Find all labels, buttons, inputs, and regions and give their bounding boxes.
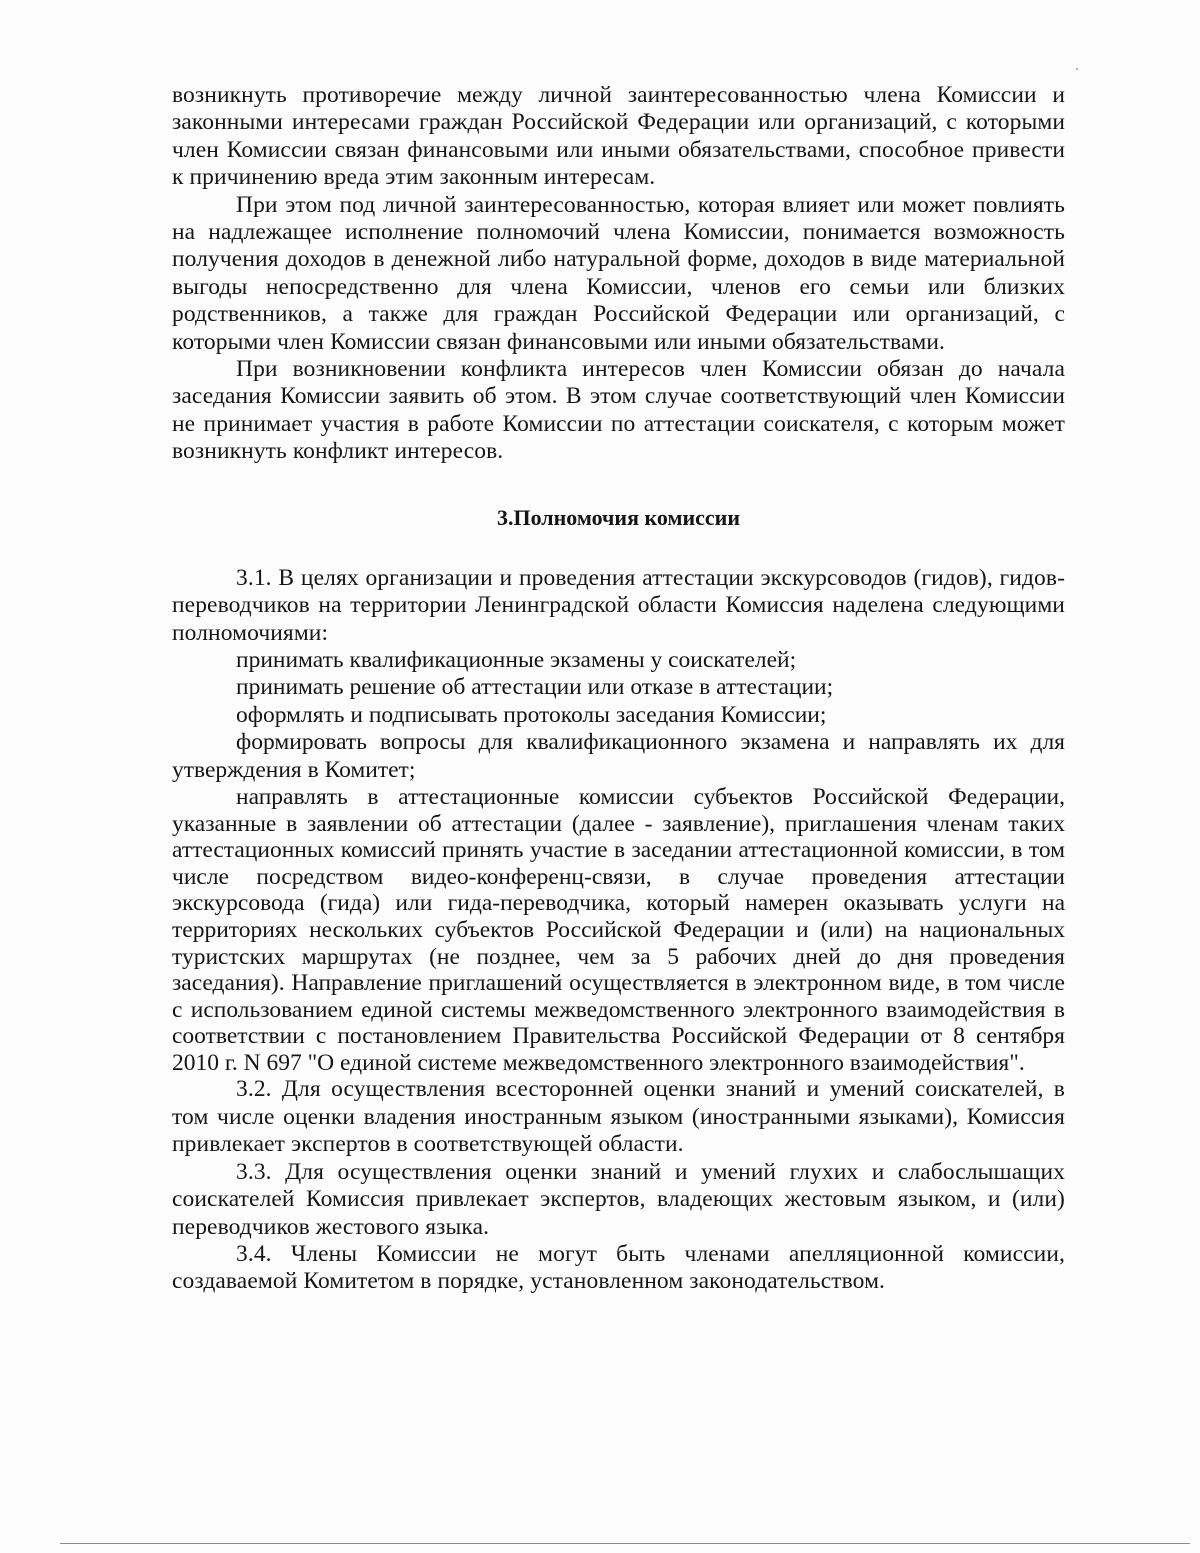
document-body — [172, 82, 1065, 1296]
power-item: принимать решение об аттестации или отказе в аттестации; — [236, 674, 834, 701]
scan-speck — [1076, 68, 1078, 70]
page-bottom-rule — [60, 1543, 1190, 1544]
clause-3-3: 3.3. Для осуществления оценки знаний и умений глухих и слабослышащих соискателей Комиссия привлекает экспертов, владеющих жестовым языком, и (или) переводчиков жестового языка. — [172, 1158, 1065, 1240]
section-heading: 3.Полномочия комиссии — [496, 504, 741, 530]
power-item: принимать квалификационные экзамены у соискателей; — [236, 646, 797, 673]
clause-3-2: 3.2. Для осуществления всесторонней оценки знаний и умений соискателей, в том числе оценки владения иностранным языком (иностранными языками), Комиссия привлекает экспертов в соответствующей области. — [172, 1076, 1065, 1158]
power-item: формировать вопросы для квалификационного экзамена и направлять их для утверждения в Комитет; — [172, 729, 1065, 783]
clause-3-1-intro: 3.1. В целях организации и проведения аттестации экскурсоводов (гидов), гидов-переводчиков на территории Ленинградской области Комиссия наделена следующими полномочиями: — [172, 564, 1065, 646]
paragraph-conflict-procedure: При возникновении конфликта интересов член Комиссии обязан до начала заседания Комиссии заявить об этом. В этом случае соответствующий член Комиссии не принимает участия в работе Комиссии по аттестации соискателя, с которым может возникнуть конфликт интересов. — [172, 356, 1065, 465]
paragraph-conflict-definition-end: возникнуть противоречие между личной заинтересованностью члена Комиссии и законными интересами граждан Российской Федерации или организаций, с которыми член Комиссии связан финансовыми или иными обязательствами, способное привести к причинению вреда этим законным интересам. — [172, 82, 1065, 191]
clause-3-4: 3.4. Члены Комиссии не могут быть членами апелляционной комиссии, создаваемой Комитетом в порядке, установленном законодательством. — [172, 1240, 1065, 1295]
power-item: направлять в аттестационные комиссии субъектов Российской Федерации, указанные в заявлении об аттестации (далее - заявление), приглашения членам таких аттестационных комиссий принять участие в заседании аттестационной комиссии, в том числе посредством видео-конференц-связи, в случае проведения аттестации экскурсовода (гида) или гида-переводчика, который намерен оказывать услуги на территориях нескольких субъектов Российской Федерации и (или) на национальных туристских маршрутах (не позднее, чем за 5 рабочих дней до дня проведения заседания). Направление приглашений осуществляется в электронном виде, в том числе с использованием единой системы межведомственного электронного взаимодействия в соответствии с постановлением Правительства Российской Федерации от 8 сентября 2010 г. N 697 "О единой системе межведомственного электронного взаимодействия". — [172, 783, 1065, 1076]
paragraph-personal-interest: При этом под личной заинтересованностью, которая влияет или может повлиять на надлежащее исполнение полномочий члена Комиссии, понимается возможность получения доходов в денежной либо натуральной форме, доходов в виде материальной выгоды непосредственно для члена Комиссии, членов его семьи или близких родственников, а также для граждан Российской Федерации или организаций, с которыми член Комиссии связан финансовыми или иными обязательствами. — [172, 191, 1065, 355]
power-item: оформлять и подписывать протоколы заседания Комиссии; — [236, 701, 827, 728]
